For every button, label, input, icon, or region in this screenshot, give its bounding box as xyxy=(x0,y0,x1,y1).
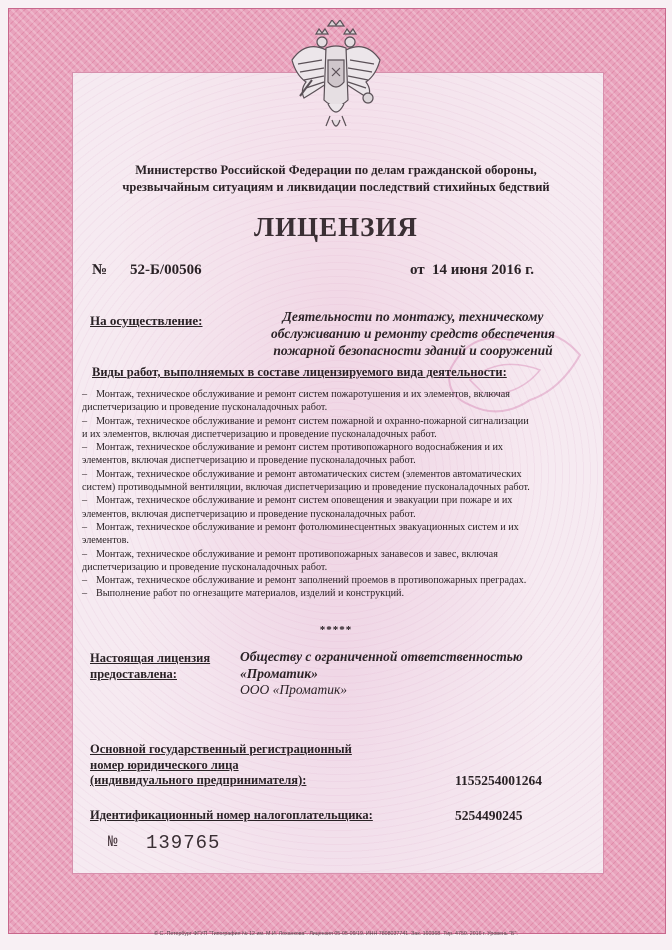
list-item-text: элементов, включая диспетчеризацию и проведение пусконаладочных работ. xyxy=(82,508,416,520)
section-separator: ***** xyxy=(319,624,353,636)
dash-marker: – xyxy=(82,575,88,587)
ogrn-label-line-3: (индивидуального предпринимателя): xyxy=(90,773,307,787)
license-number: 52-Б/00506 xyxy=(130,262,202,278)
list-item-text: элементов. xyxy=(82,535,129,547)
list-item xyxy=(82,587,592,600)
license-date-label: от xyxy=(410,262,425,278)
ministry-line-1: Министерство Российской Федерации по делам гражданской обороны, xyxy=(135,163,537,177)
list-item-text: Монтаж, техническое обслуживание и ремонт противопожарных занавесов и завес, включая xyxy=(96,548,498,560)
list-item xyxy=(82,415,592,442)
list-item-text: Монтаж, техническое обслуживание и ремонт систем противопожарного водоснабжения и их xyxy=(96,442,504,454)
dash-marker: – xyxy=(82,521,88,533)
ogrn-label-line-1: Основной государственный регистрационный xyxy=(90,742,352,756)
list-item-text: Монтаж, техническое обслуживание и ремонт фотолюминесцентных эвакуационных систем и их xyxy=(96,521,519,533)
list-item xyxy=(82,521,592,548)
license-date: 14 июня 2016 г. xyxy=(432,262,534,278)
licensee-name xyxy=(240,648,523,682)
activity-label: На осуществление: xyxy=(90,313,203,328)
dash-marker: – xyxy=(82,588,88,600)
list-item xyxy=(82,468,592,495)
list-item xyxy=(82,441,592,468)
ogrn-label xyxy=(90,742,352,789)
dash-marker: – xyxy=(82,389,88,400)
list-item-text: и их элементов, включая диспетчеризацию и проведение пусконаладочных работ. xyxy=(82,428,437,440)
issued-to-label-line-2: предоставлена: xyxy=(90,667,177,681)
licensee-name-line-2: «Проматик» xyxy=(240,666,318,681)
activity-line-1: Деятельности по монтажу, техническому xyxy=(282,309,544,324)
dash-marker: – xyxy=(82,415,88,427)
list-item-text: Выполнение работ по огнезащите материалов, изделий и конструкций. xyxy=(96,588,405,600)
dash-marker: – xyxy=(82,468,88,480)
dash-marker: – xyxy=(82,548,88,560)
list-item-text: диспетчеризацию и проведение пусконаладочных работ. xyxy=(82,402,328,414)
ogrn-label-line-2: номер юридического лица xyxy=(90,757,239,772)
dash-marker: – xyxy=(82,495,88,507)
list-item-text: систем) противодымной вентиляции, включая диспетчеризацию и проведение пусконаладочных работ. xyxy=(82,482,530,494)
list-item-text: диспетчеризацию и проведение пусконаладочных работ. xyxy=(82,561,328,573)
list-item xyxy=(82,574,592,587)
activity-line-3: пожарной безопасности зданий и сооружений xyxy=(273,343,553,358)
printer-imprint: © С.-Петербург ФГУП "Типография № 12 им. М.И. Лоханкова". Лицензия 05-05-09/19. ИНН 7808037741. Зак. 160368. Тир. 4750. 2016 г. Уровень "Б". xyxy=(154,931,518,937)
activity-line-2: обслуживанию и ремонту средств обеспечения xyxy=(271,326,555,341)
works-heading: Виды работ, выполняемых в составе лицензируемого вида деятельности: xyxy=(92,365,507,379)
license-number-label: № xyxy=(92,262,108,278)
list-item xyxy=(82,548,592,575)
issued-to-label-line-1: Настоящая лицензия xyxy=(90,651,211,665)
serial-number-label: № xyxy=(108,833,118,851)
list-item xyxy=(82,494,592,521)
issued-to-label xyxy=(90,650,210,682)
list-item-text: Монтаж, техническое обслуживание и ремонт автоматических систем (элементов автоматических xyxy=(96,468,522,480)
list-item-text: Монтаж, техническое обслуживание и ремонт систем пожарной и охранно-пожарной сигнализации xyxy=(96,415,529,427)
list-item-text: Монтаж, техническое обслуживание и ремонт заполнений проемов в противопожарных преградах. xyxy=(96,575,527,587)
works-list xyxy=(82,388,592,601)
inn-label: Идентификационный номер налогоплательщика: xyxy=(90,808,373,822)
ogrn-value: 1155254001264 xyxy=(455,773,543,788)
list-item xyxy=(82,388,592,415)
licensee-short-name: ООО «Проматик» xyxy=(240,682,348,697)
ministry-line-2: чрезвычайным ситуациям и ликвидации последствий стихийных бедствий xyxy=(122,180,550,194)
serial-number: 139765 xyxy=(146,832,221,854)
document-title: ЛИЦЕНЗИЯ xyxy=(254,212,418,242)
coat-of-arms-emblem xyxy=(286,20,386,140)
list-item-text: Монтаж, техническое обслуживание и ремонт систем пожаротушения и их элементов, включая xyxy=(96,389,510,400)
inn-value: 5254490245 xyxy=(455,808,523,823)
list-item-text: элементов, включая диспетчеризацию и проведение пусконаладочных работ. xyxy=(82,455,416,467)
ministry-name xyxy=(60,162,612,196)
activity-description xyxy=(238,308,588,359)
dash-marker: – xyxy=(82,442,88,454)
licensee-name-line-1: Обществу с ограниченной ответственностью xyxy=(240,649,523,664)
list-item-text: Монтаж, техническое обслуживание и ремонт систем оповещения и эвакуации при пожаре и их xyxy=(96,495,513,507)
